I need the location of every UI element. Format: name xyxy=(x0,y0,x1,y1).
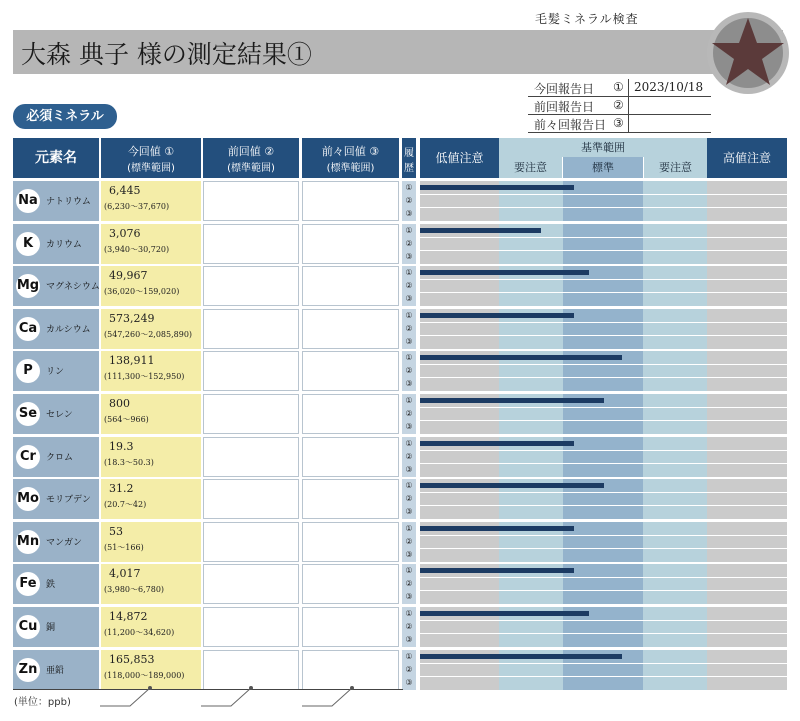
history-mark: ③ xyxy=(405,379,413,389)
element-cell xyxy=(13,437,99,477)
history-mark: ③ xyxy=(405,549,413,559)
date-number: ② xyxy=(613,98,624,112)
history-mark: ① xyxy=(405,268,413,278)
level-bar xyxy=(420,526,574,531)
history-mark: ③ xyxy=(405,422,413,431)
current-value-cell xyxy=(101,479,201,519)
element-cell xyxy=(13,224,99,264)
history-mark: ② xyxy=(405,451,413,461)
before-previous-value-cell xyxy=(302,309,399,349)
history-mark: ① xyxy=(405,353,413,363)
standard-range: (6,230～37,670) xyxy=(104,202,170,211)
history-mark: ② xyxy=(405,238,413,248)
history-mark: ② xyxy=(405,366,413,376)
history-marks xyxy=(402,564,416,604)
level-bar xyxy=(420,568,574,573)
mineral-row xyxy=(13,266,800,308)
header-low xyxy=(420,138,499,178)
header-before-previous-range: (標準範囲) xyxy=(326,163,375,174)
date-row-before-previous xyxy=(528,115,711,133)
element-name: ナトリウム xyxy=(46,197,91,207)
header-previous xyxy=(203,138,299,178)
element-symbol: Cu xyxy=(16,615,40,639)
header-element xyxy=(13,138,99,178)
caution-right-band xyxy=(643,181,707,221)
standard-range: (36,020～159,020) xyxy=(104,287,180,297)
current-value-cell xyxy=(101,394,201,434)
level-bar xyxy=(420,398,604,403)
element-symbol: Cr xyxy=(16,445,40,469)
header-base-range xyxy=(499,138,707,157)
header-caution-right xyxy=(644,157,707,178)
history-marks xyxy=(402,224,416,264)
high-band xyxy=(707,607,787,647)
date-label: 今回報告日 xyxy=(534,82,595,96)
high-band xyxy=(707,437,787,477)
history-marks xyxy=(402,394,416,434)
header-previous-range: (標準範囲) xyxy=(227,163,275,174)
element-name: マンガン xyxy=(46,537,83,548)
standard-range: (20.7～42) xyxy=(104,500,147,510)
header-before-previous-label: 前々回値 ③ xyxy=(321,145,380,158)
history-mark: ① xyxy=(405,183,413,192)
current-value-cell xyxy=(101,607,201,647)
current-value: 165,853 xyxy=(109,652,155,666)
element-cell xyxy=(13,309,99,349)
element-symbol: Mo xyxy=(16,487,40,511)
caution-right-band xyxy=(643,437,707,477)
standard-range: (3,980～6,780) xyxy=(104,585,165,595)
page-title: 大森 典子 様の測定結果① xyxy=(21,40,312,69)
current-value: 4,017 xyxy=(109,567,141,581)
element-symbol: K xyxy=(16,232,40,256)
mineral-row xyxy=(13,607,800,649)
header-low-label: 低値注意 xyxy=(435,151,484,165)
current-value: 19.3 xyxy=(109,439,134,453)
previous-value-cell xyxy=(203,181,299,221)
before-previous-value-cell xyxy=(302,437,399,477)
element-cell xyxy=(13,564,99,604)
current-value-cell xyxy=(101,437,201,477)
header-current xyxy=(101,138,201,178)
history-mark: ② xyxy=(405,622,413,631)
element-cell xyxy=(13,607,99,647)
element-cell xyxy=(13,266,99,306)
before-previous-value-cell xyxy=(302,607,399,647)
history-mark: ① xyxy=(405,523,413,533)
history-mark: ② xyxy=(405,494,413,504)
element-name: クロム xyxy=(46,452,74,463)
current-value-cell xyxy=(101,266,201,306)
element-cell xyxy=(13,351,99,391)
date-value: 2023/10/18 xyxy=(634,80,704,94)
history-marks xyxy=(402,479,416,519)
header-history-char2: 歴 xyxy=(404,163,414,174)
header-history xyxy=(402,138,416,178)
caution-right-band xyxy=(643,351,707,391)
history-marks xyxy=(402,309,416,349)
standard-range: (547,260～2,085,890) xyxy=(104,329,193,339)
standard-range: (564～966) xyxy=(104,415,149,424)
current-value: 31.2 xyxy=(109,482,134,496)
element-name: マグネシウム xyxy=(46,282,100,293)
current-value: 14,872 xyxy=(109,610,148,623)
history-mark: ② xyxy=(405,664,413,674)
current-value: 800 xyxy=(109,397,130,410)
mineral-row xyxy=(13,437,800,479)
high-band xyxy=(707,650,787,690)
history-mark: ② xyxy=(405,579,413,589)
element-symbol: Se xyxy=(16,402,40,426)
header-previous-label: 前回値 ② xyxy=(227,145,275,158)
standard-band xyxy=(563,309,643,349)
history-mark: ② xyxy=(405,196,413,205)
current-value: 138,911 xyxy=(109,354,155,368)
caution-right-band xyxy=(643,309,707,349)
history-mark: ① xyxy=(405,310,413,320)
current-value-cell xyxy=(101,181,201,221)
mineral-row xyxy=(13,351,800,393)
previous-value-cell xyxy=(203,437,299,477)
element-cell xyxy=(13,181,99,221)
standard-range: (51～166) xyxy=(104,542,144,552)
element-name: 亜鉛 xyxy=(46,665,65,676)
current-value-cell xyxy=(101,309,201,349)
caution-right-band xyxy=(643,479,707,519)
caution-right-band xyxy=(643,522,707,562)
header-high xyxy=(707,138,787,178)
history-mark: ③ xyxy=(405,251,413,261)
date-label: 前回報告日 xyxy=(534,100,595,114)
high-band xyxy=(707,394,787,434)
report-type-label: 毛髪ミネラル検査 xyxy=(535,12,639,26)
previous-value-cell xyxy=(203,607,299,647)
date-label: 前々回報告日 xyxy=(534,118,607,132)
history-mark: ② xyxy=(405,536,413,546)
history-mark: ② xyxy=(405,323,413,333)
element-symbol: Fe xyxy=(16,572,40,596)
element-cell xyxy=(13,479,99,519)
previous-value-cell xyxy=(203,266,299,306)
history-marks xyxy=(402,181,416,221)
mineral-row xyxy=(13,479,800,521)
level-bar xyxy=(420,355,622,360)
before-previous-value-cell xyxy=(302,224,399,264)
element-name: リン xyxy=(46,367,65,378)
standard-range: (11,200～34,620) xyxy=(104,628,175,637)
bottom-connector-lines xyxy=(100,684,400,710)
element-cell xyxy=(13,522,99,562)
history-mark: ① xyxy=(405,438,413,448)
history-mark: ③ xyxy=(405,209,413,218)
history-marks xyxy=(402,607,416,647)
history-mark: ③ xyxy=(405,677,413,687)
caution-right-band xyxy=(643,607,707,647)
unit-note: (単位：ppb) xyxy=(14,697,71,708)
current-value-cell xyxy=(101,522,201,562)
history-marks xyxy=(402,522,416,562)
date-number: ③ xyxy=(613,116,624,130)
high-band xyxy=(707,224,787,264)
current-value: 3,076 xyxy=(109,226,141,240)
current-value: 53 xyxy=(109,524,123,538)
before-previous-value-cell xyxy=(302,479,399,519)
history-marks xyxy=(402,650,416,690)
history-mark: ① xyxy=(405,396,413,405)
high-band xyxy=(707,522,787,562)
element-symbol: Zn xyxy=(16,658,40,682)
level-bar xyxy=(420,654,622,659)
caution-right-band xyxy=(643,650,707,690)
high-band xyxy=(707,181,787,221)
element-symbol: Mn xyxy=(16,530,40,554)
level-bar xyxy=(420,313,574,318)
header-caution-left xyxy=(499,157,562,178)
history-mark: ① xyxy=(405,225,413,235)
element-cell xyxy=(13,394,99,434)
history-mark: ① xyxy=(405,651,413,661)
before-previous-value-cell xyxy=(302,394,399,434)
header-current-range: (標準範囲) xyxy=(127,163,175,174)
previous-value-cell xyxy=(203,564,299,604)
mineral-row xyxy=(13,522,800,564)
history-mark: ② xyxy=(405,409,413,418)
title-bar xyxy=(13,30,783,74)
standard-range: (118,000～189,000) xyxy=(104,670,185,680)
before-previous-value-cell xyxy=(302,266,399,306)
element-symbol: Ca xyxy=(16,317,40,341)
level-bar xyxy=(420,441,574,446)
previous-value-cell xyxy=(203,309,299,349)
date-row-previous xyxy=(528,97,711,115)
caution-right-band xyxy=(643,564,707,604)
header-standard-label: 標準 xyxy=(592,161,614,174)
element-name: モリブデン xyxy=(46,495,91,506)
current-value-cell xyxy=(101,351,201,391)
before-previous-value-cell xyxy=(302,351,399,391)
history-mark: ③ xyxy=(405,294,413,304)
header-base-label: 基準範囲 xyxy=(581,141,625,154)
element-name: カルシウム xyxy=(46,324,91,335)
element-symbol: P xyxy=(16,359,40,383)
header-element-label: 元素名 xyxy=(35,150,77,166)
level-bar xyxy=(420,611,589,616)
history-mark: ③ xyxy=(405,592,413,602)
level-bar xyxy=(420,228,541,233)
header-standard xyxy=(563,157,643,178)
history-mark: ③ xyxy=(405,635,413,644)
previous-value-cell xyxy=(203,224,299,264)
standard-band xyxy=(563,564,643,604)
mineral-row xyxy=(13,181,800,223)
high-band xyxy=(707,309,787,349)
element-name: 銅 xyxy=(46,623,56,633)
standard-range: (3,940～30,720) xyxy=(104,244,170,254)
element-name: セレン xyxy=(46,410,73,420)
header-caution-left-label: 要注意 xyxy=(514,161,547,174)
level-bar xyxy=(420,483,604,488)
high-band xyxy=(707,351,787,391)
previous-value-cell xyxy=(203,394,299,434)
history-marks xyxy=(402,266,416,306)
history-mark: ① xyxy=(405,609,413,618)
element-name: カリウム xyxy=(46,239,82,250)
before-previous-value-cell xyxy=(302,564,399,604)
previous-value-cell xyxy=(203,522,299,562)
current-value-cell xyxy=(101,224,201,264)
element-symbol: Mg xyxy=(16,274,40,298)
mineral-row xyxy=(13,309,800,351)
caution-right-band xyxy=(643,266,707,306)
previous-value-cell xyxy=(203,351,299,391)
mineral-row xyxy=(13,224,800,266)
mineral-row xyxy=(13,564,800,606)
standard-range: (18.3～50.3) xyxy=(104,457,154,467)
current-value: 573,249 xyxy=(109,311,155,325)
high-band xyxy=(707,266,787,306)
history-marks xyxy=(402,437,416,477)
current-value: 49,967 xyxy=(109,269,148,283)
standard-range: (111,300～152,950) xyxy=(104,372,185,382)
history-mark: ③ xyxy=(405,336,413,346)
header-current-label: 今回値 ① xyxy=(127,145,175,158)
star-seal-icon xyxy=(705,10,791,96)
date-row-current xyxy=(528,79,711,97)
history-mark: ① xyxy=(405,481,413,491)
header-history-char1: 履 xyxy=(404,148,414,159)
history-marks xyxy=(402,351,416,391)
level-bar xyxy=(420,185,574,190)
report-dates-table xyxy=(528,79,711,133)
header-high-label: 高値注意 xyxy=(722,151,771,165)
high-band xyxy=(707,479,787,519)
before-previous-value-cell xyxy=(302,522,399,562)
current-value: 6,445 xyxy=(109,184,141,197)
standard-band xyxy=(563,224,643,264)
current-value-cell xyxy=(101,564,201,604)
date-number: ① xyxy=(613,80,624,94)
header-caution-right-label: 要注意 xyxy=(659,161,692,174)
standard-band xyxy=(563,181,643,221)
history-mark: ② xyxy=(405,281,413,291)
header-before-previous xyxy=(302,138,399,178)
previous-value-cell xyxy=(203,479,299,519)
section-badge: 必須ミネラル xyxy=(13,104,117,129)
high-band xyxy=(707,564,787,604)
element-symbol: Na xyxy=(16,189,40,213)
mineral-row xyxy=(13,394,800,436)
caution-right-band xyxy=(643,224,707,264)
before-previous-value-cell xyxy=(302,181,399,221)
history-mark: ① xyxy=(405,566,413,576)
standard-band xyxy=(563,437,643,477)
history-mark: ③ xyxy=(405,507,413,517)
caution-right-band xyxy=(643,394,707,434)
level-bar xyxy=(420,270,589,275)
standard-band xyxy=(563,522,643,562)
element-name: 鉄 xyxy=(46,580,56,591)
element-cell xyxy=(13,650,99,690)
history-mark: ③ xyxy=(405,464,413,474)
